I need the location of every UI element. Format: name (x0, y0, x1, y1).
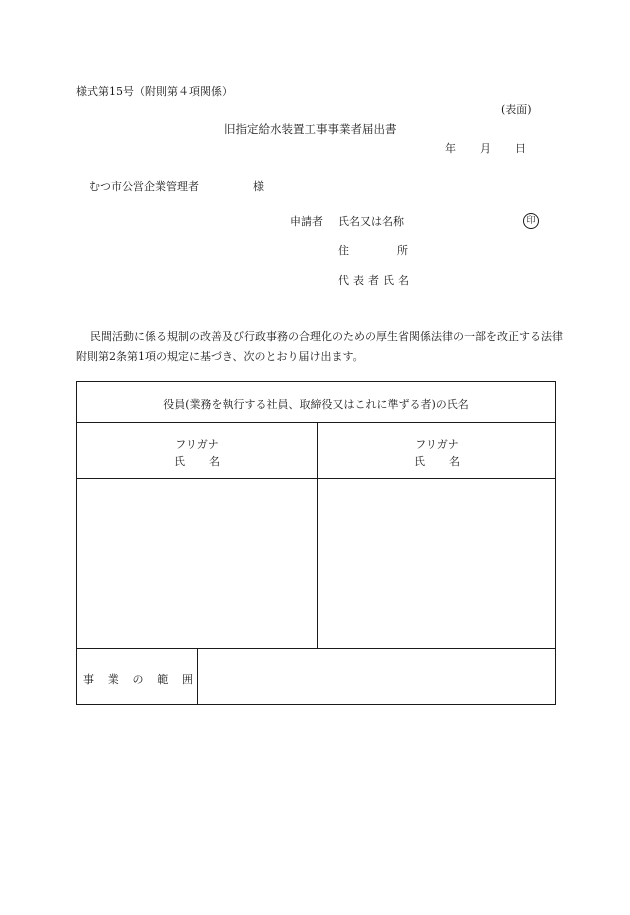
date-year-field[interactable]: 年 (445, 142, 456, 155)
furigana-label: フリガナ (415, 438, 459, 451)
furigana-label: フリガナ (175, 438, 219, 451)
name-label: 氏 名 (174, 455, 220, 468)
applicant-label: 申請者 (290, 215, 323, 228)
officer-names-right-cell[interactable] (318, 479, 557, 648)
recipient-name: むつ市公営企業管理者 (89, 180, 199, 193)
representative-name-field[interactable]: 代表者氏名 (338, 274, 413, 287)
name-label: 氏 名 (414, 455, 460, 468)
form-number: 様式第15号（附則第４項関係） (76, 85, 233, 98)
officer-names-left-cell[interactable] (77, 479, 317, 648)
table-divider (197, 648, 198, 705)
document-title: 旧指定給水装置工事事業者届出書 (224, 122, 397, 136)
table-title: 役員(業務を執行する社員、取締役又はこれに準ずる者)の氏名 (163, 398, 469, 411)
date-month-field[interactable]: 月 (480, 142, 491, 155)
table-divider (77, 422, 555, 423)
officer-table (76, 381, 556, 705)
column-header-left (77, 436, 317, 470)
date-day-field[interactable]: 日 (515, 142, 526, 155)
address-label-char: 所 (397, 244, 408, 257)
address-label-char: 住 (338, 244, 349, 257)
date-row (445, 143, 526, 154)
applicant-address-field[interactable] (338, 245, 408, 256)
recipient-honorific: 様 (253, 180, 264, 193)
business-scope-label: 事 業 の 範 囲 (83, 673, 193, 686)
applicant-name-field[interactable]: 氏名又は名称 (338, 215, 404, 228)
business-scope-field[interactable] (199, 649, 555, 704)
column-header-right (317, 436, 557, 470)
seal-stamp: 印 (523, 213, 539, 229)
side-label: (表面) (501, 103, 532, 116)
body-statement: 民間活動に係る規制の改善及び行政事務の合理化のための厚生省関係法律の一部を改正する法律附則第2条第1項の規定に基づき、次のとおり届け出ます。 (76, 330, 563, 363)
